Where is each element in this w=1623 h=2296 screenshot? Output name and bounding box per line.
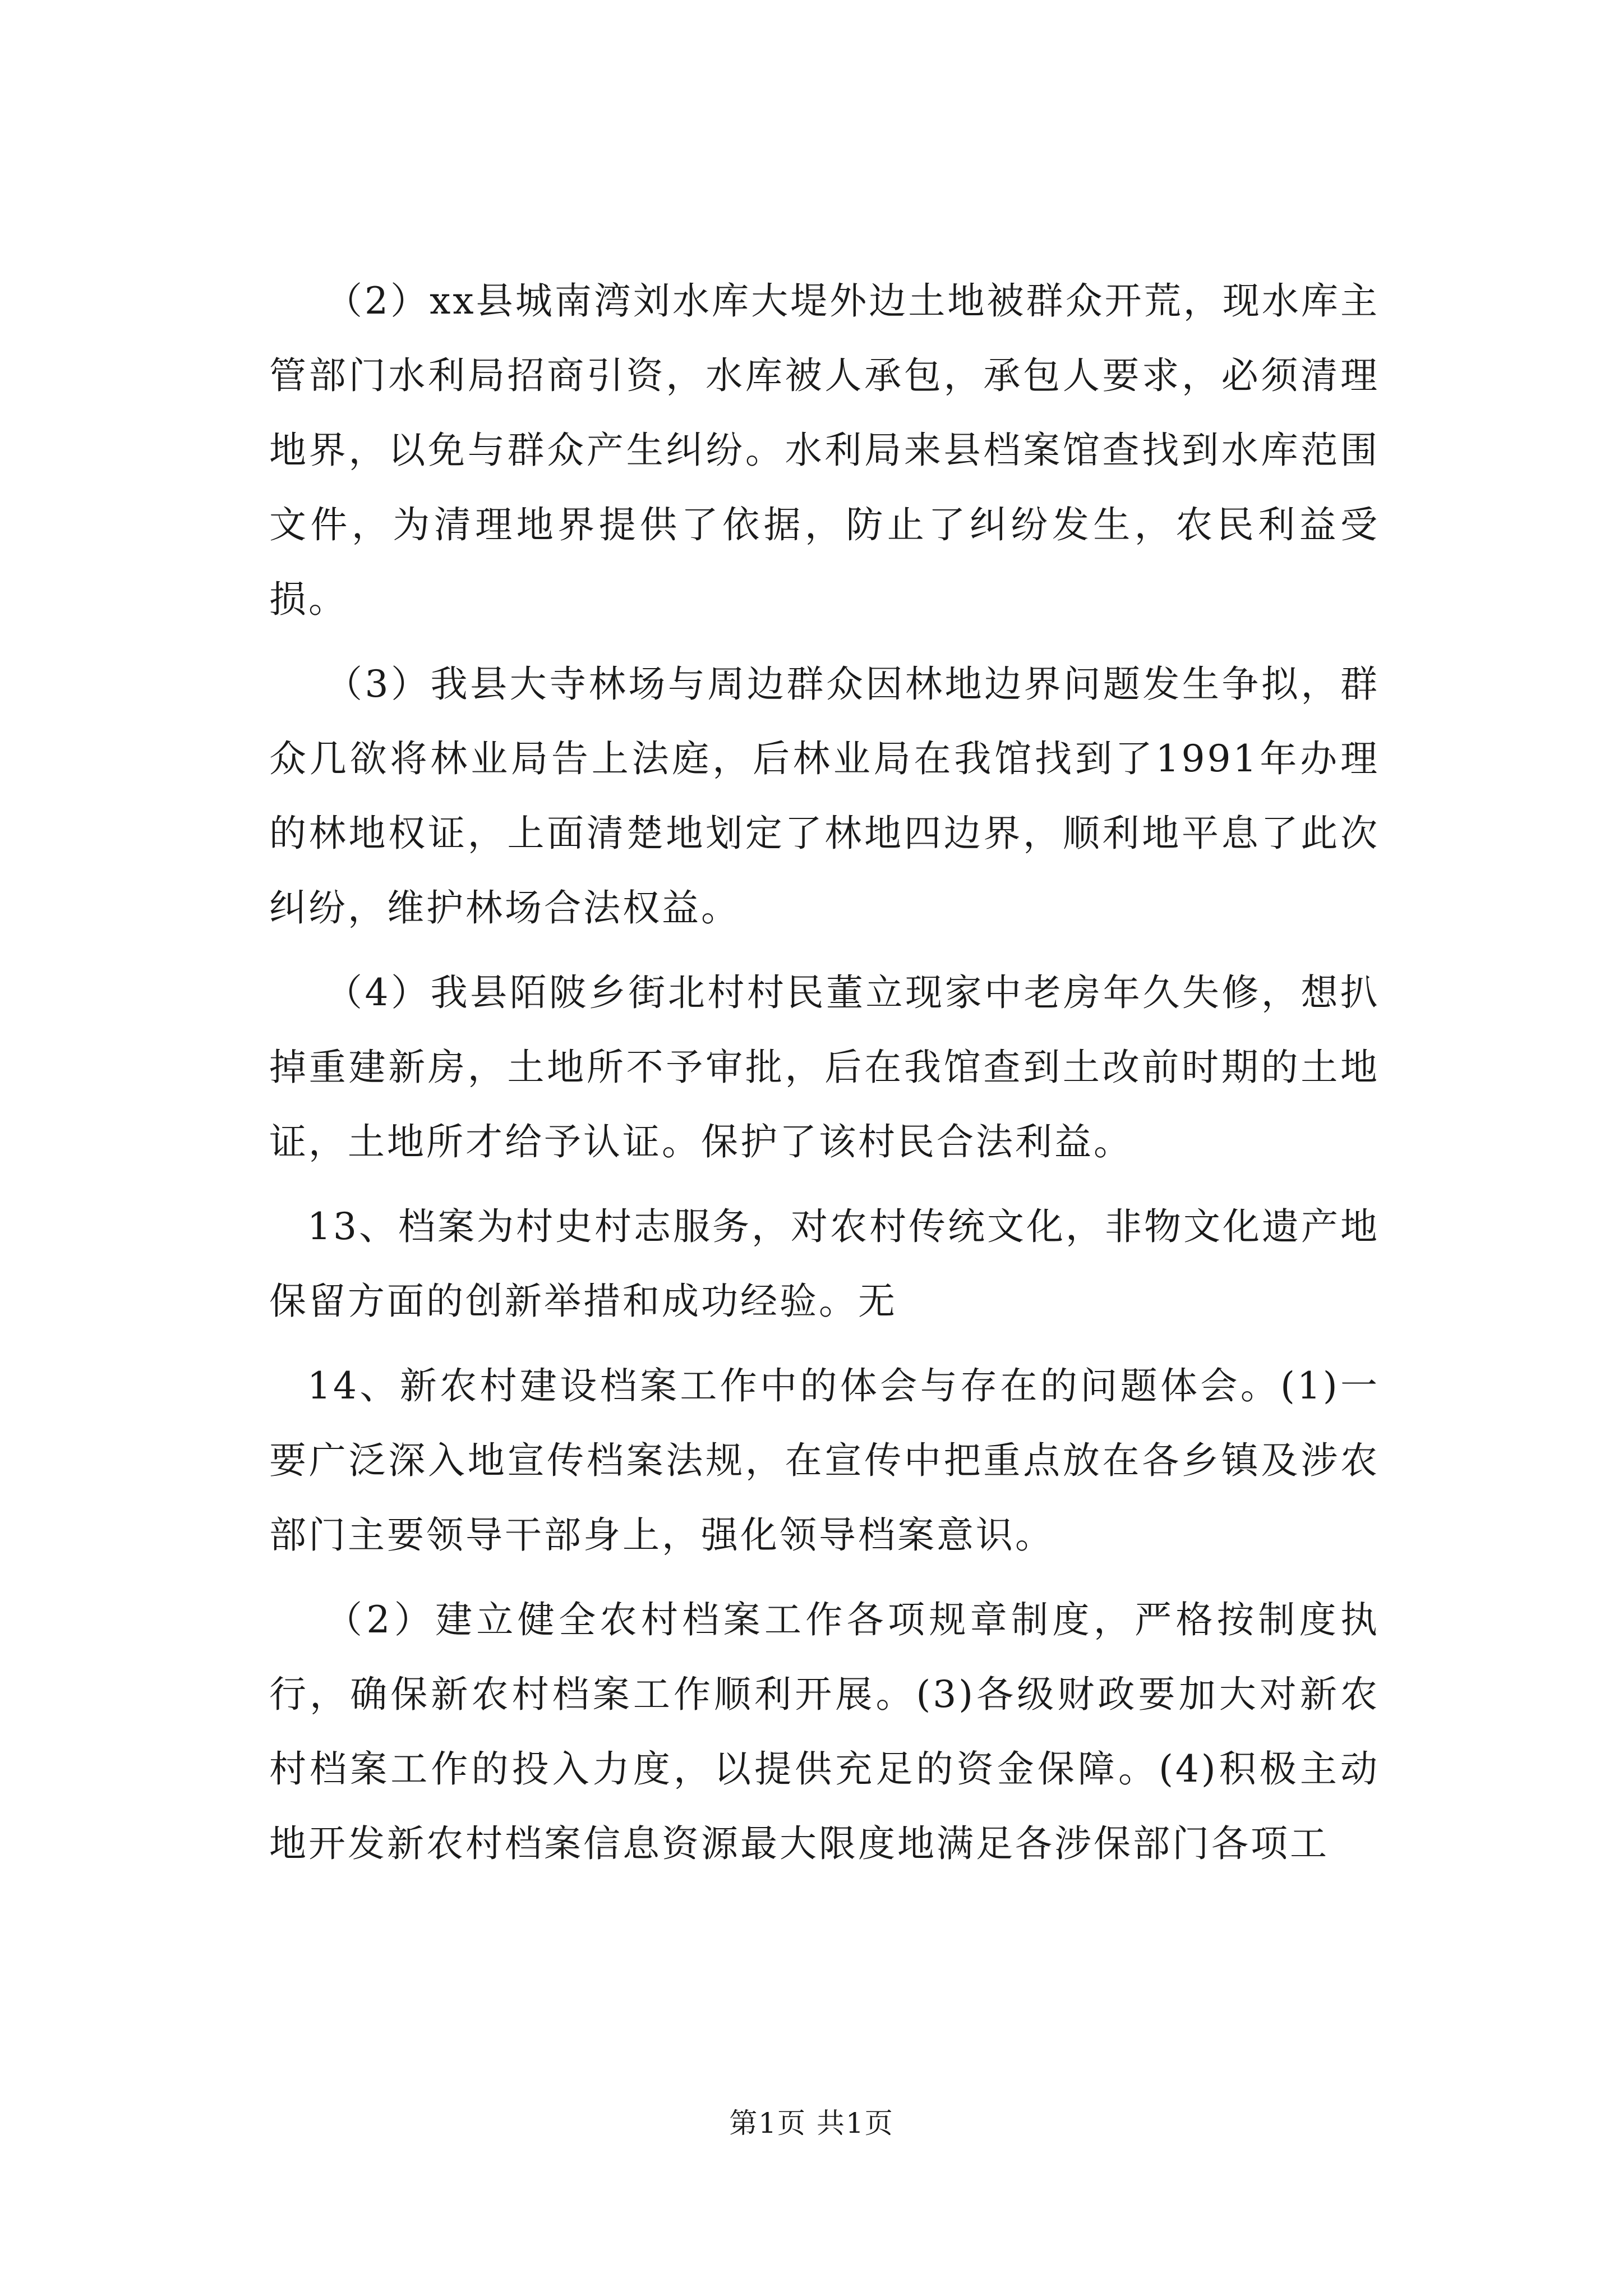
paragraph-measures: （2）建立健全农村档案工作各项规章制度，严格按制度执行，确保新农村档案工作顺利开展。(3)各级财政要加大对新农村档案工作的投入力度，以提供充足的资金保障。(4)积极主动地开发新农村档案信息资源最大限度地满足各涉保部门各项工 <box>269 1598 1380 1865</box>
paragraph-item-4: （4）我县陌陂乡街北村村民董立现家中老房年久失修，想扒掉重建新房，土地所不予审批，后在我馆查到土改前时期的土地证，土地所才给予认证。保护了该村民合法利益。 <box>269 971 1380 1163</box>
paragraph-item-2: （2）xx县城南湾刘水库大堤外边土地被群众开荒，现水库主管部门水利局招商引资，水库被人承包，承包人要求，必须清理地界，以免与群众产生纠纷。水利局来县档案馆查找到水库范围文件，为清理地界提供了依据，防止了纠纷发生，农民利益受损。 <box>269 279 1380 621</box>
page-footer: 第1页 共1页 <box>729 2107 894 2139</box>
paragraph-item-3: （3）我县大寺林场与周边群众因林地边界问题发生争拟，群众几欲将林业局告上法庭，后林业局在我馆找到了1991年办理的林地权证，上面清楚地划定了林地四边界，顺利地平息了此次纠纷，维护林场合法权益。 <box>269 662 1380 930</box>
document-body <box>269 264 1380 1891</box>
paragraph-section-14: 14、新农村建设档案工作中的体会与存在的问题体会。(1)一要广泛深入地宣传档案法规，在宣传中把重点放在各乡镇及涉农部门主要领导干部身上，强化领导档案意识。 <box>269 1364 1380 1557</box>
paragraph-section-13: 13、档案为村史村志服务，对农村传统文化，非物文化遗产地保留方面的创新举措和成功经验。无 <box>269 1205 1380 1323</box>
